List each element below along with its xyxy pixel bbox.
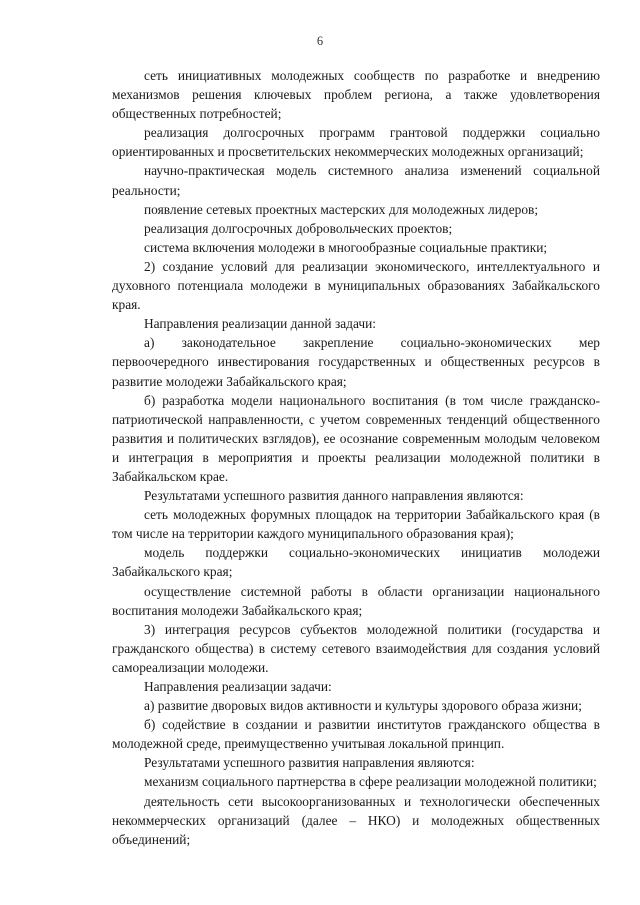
paragraph: научно-практическая модель системного анализа изменений социальной реальности;	[112, 163, 600, 198]
paragraph: реализация долгосрочных программ грантовой поддержки социально ориентированных и просветительских некоммерческих молодежных организаций;	[112, 125, 600, 160]
paragraph: сеть молодежных форумных площадок на территории Забайкальского края (в том числе на территории каждого муниципального образования края);	[112, 507, 600, 542]
paragraph: Результатами успешного развития данного направления являются:	[144, 488, 524, 504]
paragraph: модель поддержки социально-экономических инициатив молодежи Забайкальского края;	[112, 545, 600, 580]
paragraph: реализация долгосрочных добровольческих проектов;	[144, 220, 453, 236]
paragraph: сеть инициативных молодежных сообществ по разработке и внедрению механизмов решения ключевых проблем региона, а также удовлетворения общественных потребностей;	[112, 68, 600, 122]
paragraph: механизм социального партнерства в сфере реализации молодежной политики;	[144, 774, 597, 790]
paragraph: б) содействие в создании и развитии институтов гражданского общества в молодежной среде, преимущественно учитывая локальной принцип.	[112, 717, 600, 752]
paragraph: б) разработка модели национального воспитания (в том числе гражданско-патриотической направленности, с учетом современных тенденций общественного развития и политических взглядов), ее осознание современным молодым человеком и интеграция в мероприятия и проекты реализации молодежной политики в Забайкальском крае.	[112, 392, 600, 484]
paragraph: появление сетевых проектных мастерских для молодежных лидеров;	[144, 201, 539, 217]
paragraph: Направления реализации данной задачи:	[144, 316, 377, 332]
paragraph: деятельность сети высокоорганизованных и технологически обеспеченных некоммерческих организаций (далее – НКО) и молодежных общественных объединений;	[112, 793, 600, 847]
paragraph: а) законодательное закрепление социально-экономических мер первоочередного инвестирования государственных и общественных ресурсов в развитие молодежи Забайкальского края;	[112, 335, 600, 389]
paragraph: а) развитие дворовых видов активности и культуры здорового образа жизни;	[144, 698, 582, 714]
paragraph: система включения молодежи в многообразные социальные практики;	[144, 239, 548, 255]
paragraph: 3) интеграция ресурсов субъектов молодежной политики (государства и гражданского общества) в систему сетевого взаимодействия для создания условий самореализации молодежи.	[112, 621, 600, 675]
paragraph: 2) создание условий для реализации экономического, интеллектуального и духовного потенциала молодежи в муниципальных образованиях Забайкальского края.	[112, 258, 600, 313]
document-body	[112, 66, 600, 849]
page-number: 6	[316, 34, 324, 48]
paragraph: Направления реализации задачи:	[144, 679, 332, 694]
paragraph: осуществление системной работы в области организации национального воспитания молодежи Забайкальского края;	[112, 583, 600, 618]
paragraph: Результатами успешного развития направления являются:	[144, 755, 475, 771]
